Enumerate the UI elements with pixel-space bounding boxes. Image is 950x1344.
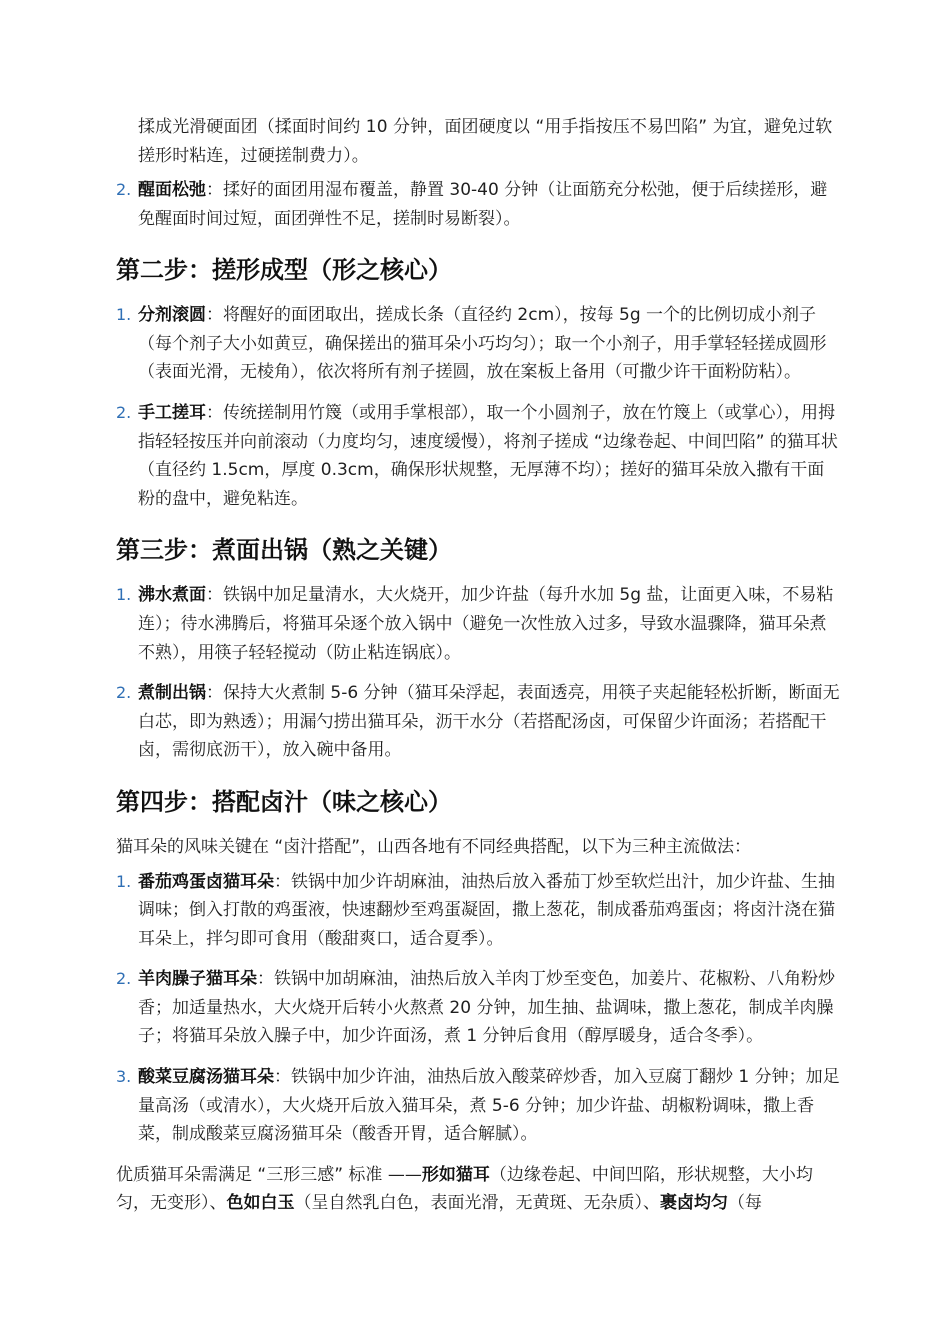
item-text: ：将醒好的面团取出，搓成长条（直径约 2cm），按每 5g 一个的比例切成小剂子（每个剂子大小如黄豆，确保搓出的猫耳朵小巧均匀）；取一个小剂子，用手掌轻轻搓成圆形（表面光滑，无棱角），依次将所有剂子搓圆，放在案板上备用（可撒少许干面粉防粘）。 <box>138 305 827 383</box>
list-number: 2. <box>116 969 132 989</box>
step2-heading: 第二步：搓形成型（形之核心） <box>116 256 452 285</box>
item-text: ：铁锅中加少许胡麻油，油热后放入番茄丁炒至软烂出汁，加少许盐、生抽调味；倒入打散的鸡蛋液，快速翻炒至鸡蛋凝固，撒上葱花，制成番茄鸡蛋卤；将卤汁浇在猫耳朵上，拌匀即可食用（酸甜爽口，适合夏季）。 <box>138 871 835 949</box>
list-item <box>116 399 840 513</box>
item-term: 煮制出锅 <box>138 683 206 704</box>
item-term: 番茄鸡蛋卤猫耳朵 <box>138 871 274 892</box>
item-term: 分剂滚圆 <box>138 305 206 326</box>
list-item <box>116 176 840 233</box>
final-paragraph <box>116 1161 840 1218</box>
step4-heading: 第四步：搭配卤汁（味之核心） <box>116 787 452 816</box>
document-body <box>116 176 840 1218</box>
item-text: ：传统搓制用竹篾（或用手掌根部），取一个小圆剂子，放在竹篾上（或掌心），用拇指轻轻按压并向前滚动（力度均匀，速度缓慢），将剂子搓成 “边缘卷起、中间凹陷” 的猫耳状（直径约 1.5cm，厚度 0.3cm，确保形状规整，无厚薄不均）；搓好的猫耳朵放入撒有干面粉的盘中，避免粘连。 <box>138 402 838 509</box>
list-number: 1. <box>116 305 132 325</box>
list-number: 3. <box>116 1067 132 1087</box>
list-number: 1. <box>116 871 132 891</box>
step2-list <box>116 301 840 513</box>
list-item <box>116 868 840 954</box>
step4-intro: 猫耳朵的风味关键在 “卤汁搭配”，山西各地有不同经典搭配，以下为三种主流做法： <box>116 836 752 857</box>
continuation-paragraph: 揉成光滑硬面团（揉面时间约 10 分钟，面团硬度以 “用手指按压不易凹陷” 为宜，避免过软搓形时粘连，过硬搓制费力）。 <box>138 117 833 166</box>
list-item <box>116 1063 840 1149</box>
item-text: ：揉好的面团用湿布覆盖，静置 30-40 分钟（让面筋充分松弛，便于后续搓形，避免醒面时间过短，面团弹性不足，搓制时易断裂）。 <box>138 180 828 229</box>
step1-list <box>116 176 840 233</box>
final-term: 形如猫耳 <box>421 1164 490 1185</box>
list-number: 2. <box>116 180 132 199</box>
step3-heading: 第三步：煮面出锅（熟之关键） <box>116 536 452 565</box>
item-term: 沸水煮面 <box>138 585 206 606</box>
list-item <box>116 581 840 667</box>
item-term: 醒面松弛 <box>138 180 206 200</box>
item-text: ：铁锅中加少许油，油热后放入酸菜碎炒香，加入豆腐丁翻炒 1 分钟；加足量高汤（或清水），大火烧开后放入猫耳朵，煮 5-6 分钟；加少许盐、胡椒粉调味，撒上香菜，制成酸菜豆腐汤猫耳朵（酸香开胃，适合解腻）。 <box>138 1067 840 1145</box>
list-number: 2. <box>116 402 132 422</box>
list-item <box>116 679 840 765</box>
item-text: ：保持大火煮制 5-6 分钟（猫耳朵浮起，表面透亮，用筷子夹起能轻松折断，断面无白芯，即为熟透）；用漏勺捞出猫耳朵，沥干水分（若搭配汤卤，可保留少许面汤；若搭配干卤，需彻底沥干），放入碗中备用。 <box>138 683 840 761</box>
step4-list <box>116 868 840 1149</box>
final-text: （每 <box>728 1193 762 1214</box>
item-term: 酸菜豆腐汤猫耳朵 <box>138 1067 274 1088</box>
final-term: 裹卤均匀 <box>660 1193 728 1214</box>
list-number: 1. <box>116 585 132 605</box>
final-text: （边缘卷起、中间凹陷，形状规整，大小均匀，无变形）、 <box>116 1164 813 1214</box>
final-term: 色如白玉 <box>226 1193 295 1214</box>
item-text: ：铁锅中加胡麻油，油热后放入羊肉丁炒至变色，加姜片、花椒粉、八角粉炒香；加适量热水，大火烧开后转小火熬煮 20 分钟，加生抽、盐调味，撒上葱花，制成羊肉臊子；将猫耳朵放入臊子中，加少许面汤，煮 1 分钟后食用（醇厚暖身，适合冬季）。 <box>138 969 835 1047</box>
item-text: ：铁锅中加足量清水，大火烧开，加少许盐（每升水加 5g 盐，让面更入味，不易粘连）；待水沸腾后，将猫耳朵逐个放入锅中（避免一次性放入过多，导致水温骤降，猫耳朵煮不熟），用筷子轻轻搅动（防止粘连锅底）。 <box>138 585 834 663</box>
list-item <box>116 301 840 387</box>
final-text: 优质猫耳朵需满足 “三形三感” 标准 —— <box>116 1164 422 1185</box>
list-item <box>116 965 840 1051</box>
item-term: 羊肉臊子猫耳朵 <box>138 969 257 990</box>
item-term: 手工搓耳 <box>138 402 206 423</box>
list-number: 2. <box>116 683 132 703</box>
step3-list <box>116 581 840 765</box>
final-text: （呈自然乳白色，表面光滑，无黄斑、无杂质）、 <box>294 1193 660 1214</box>
